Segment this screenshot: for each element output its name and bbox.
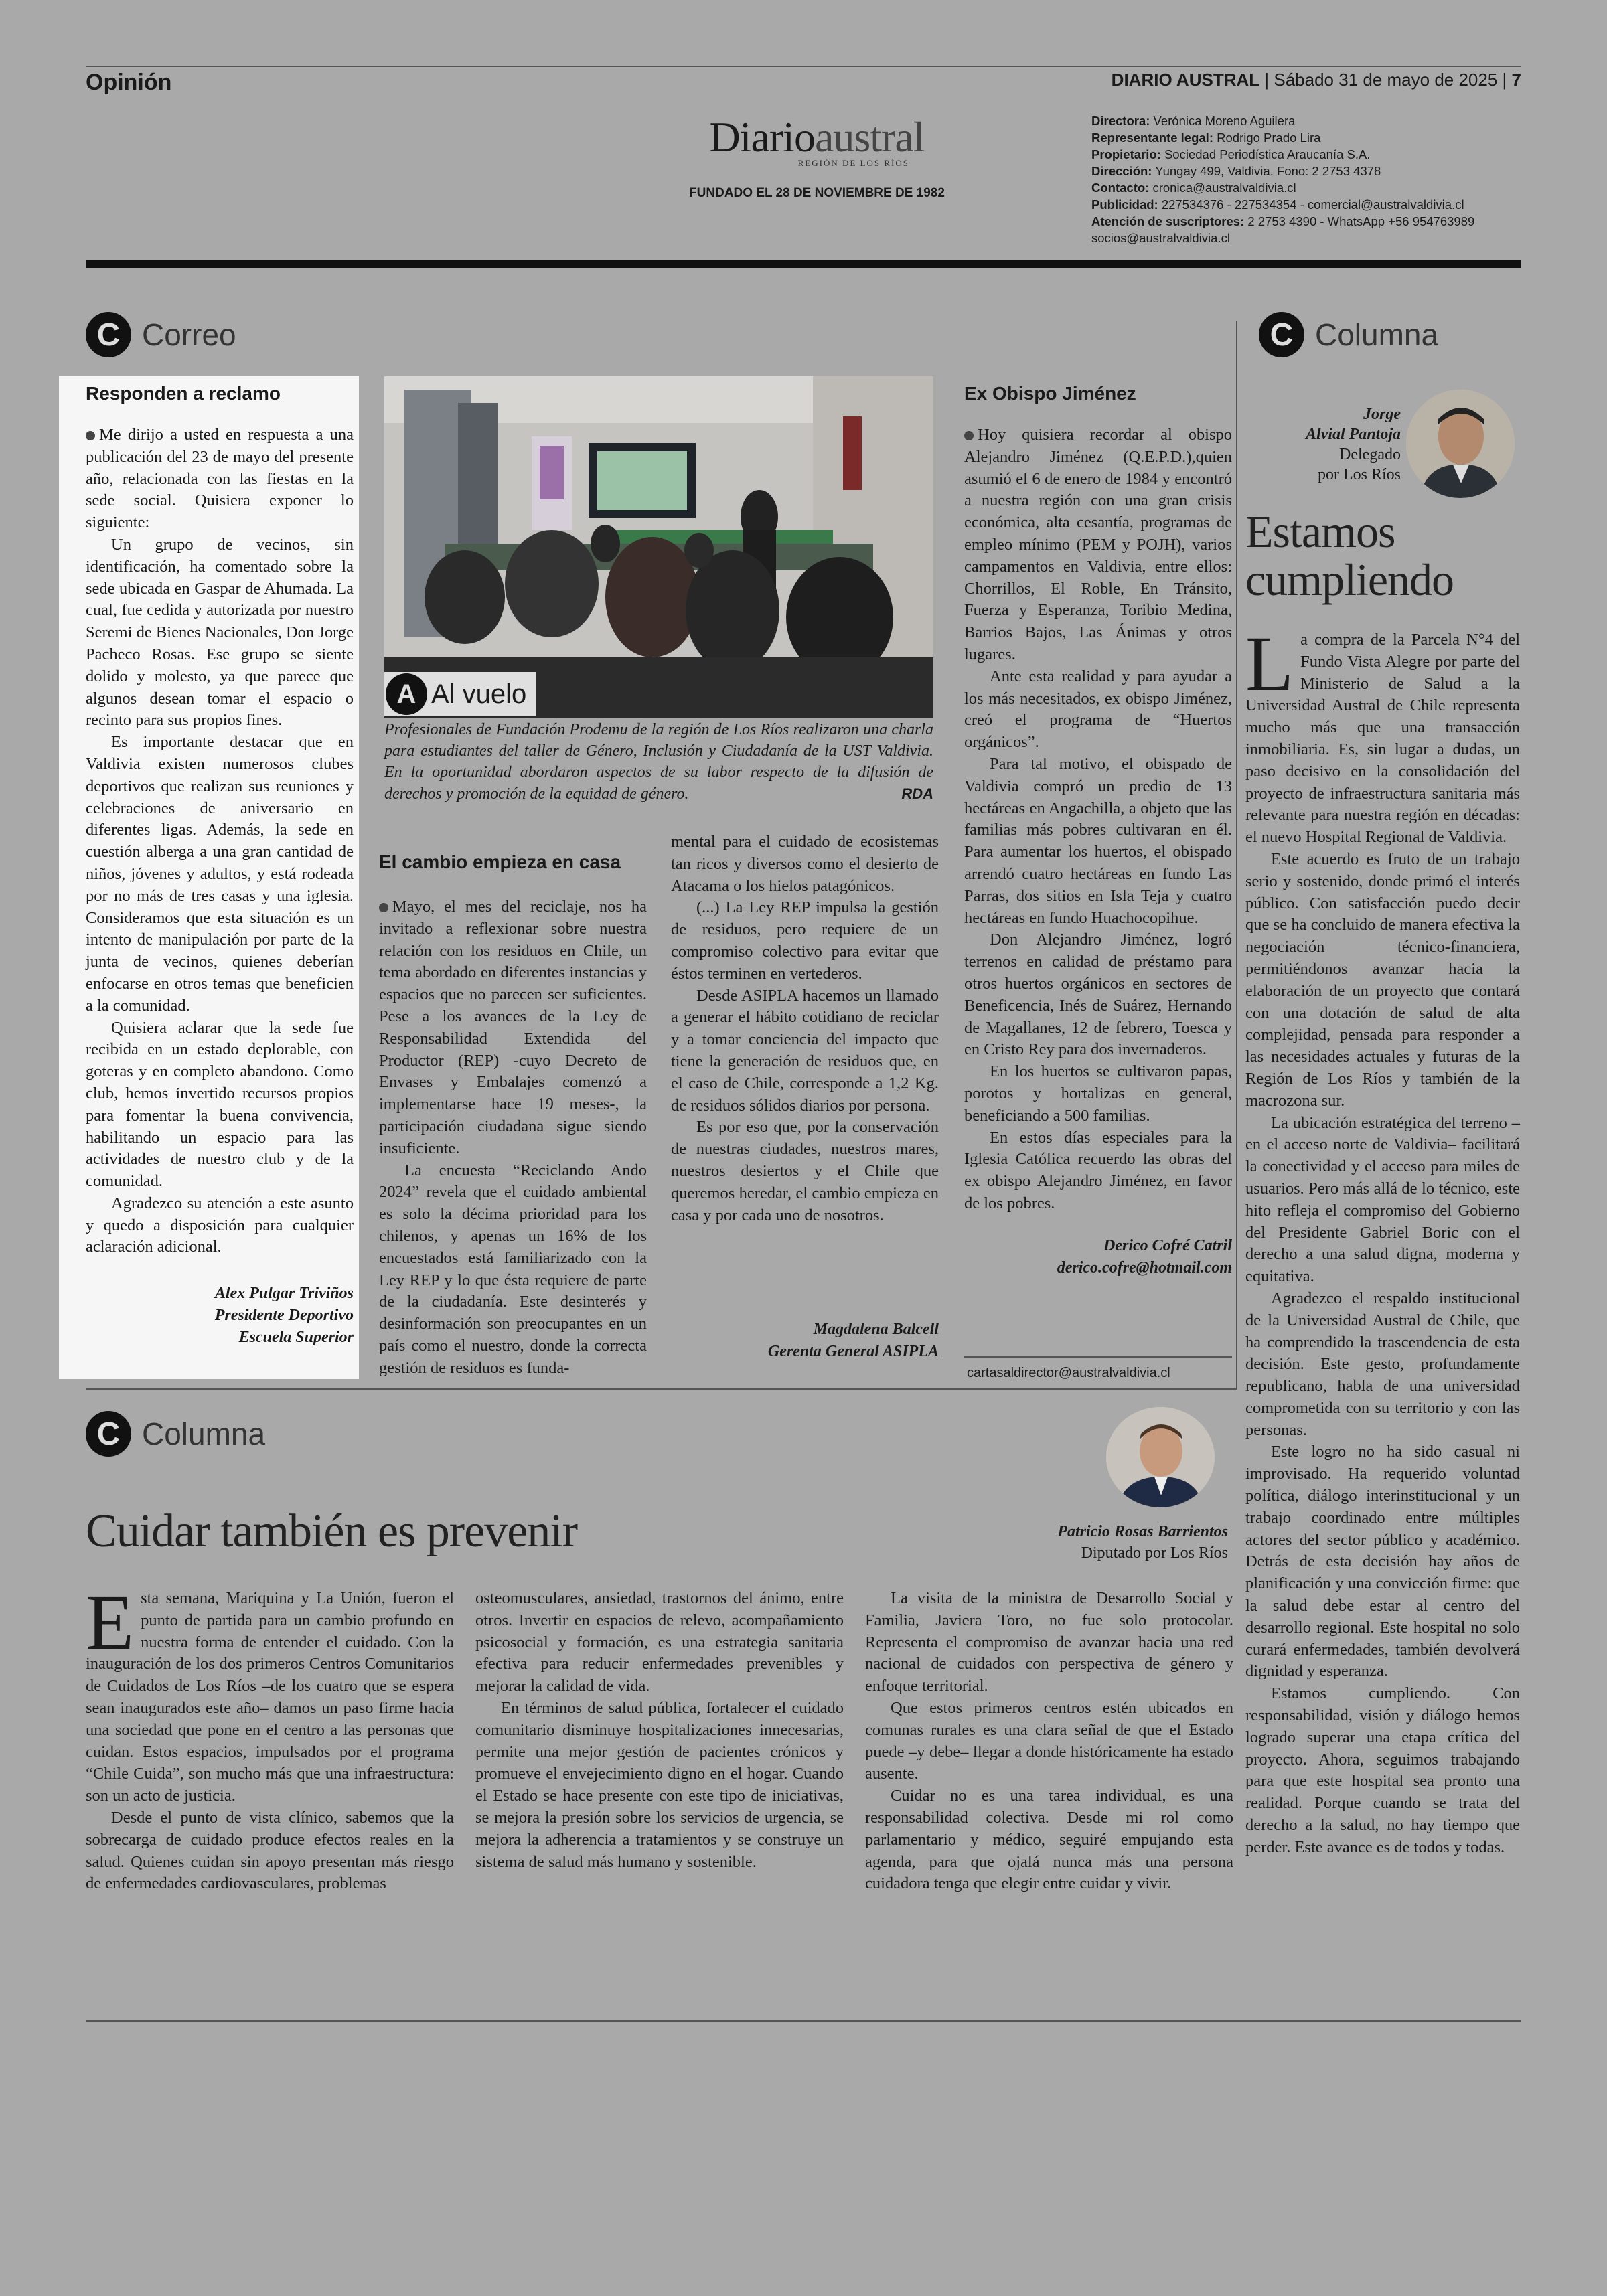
logo-light: austral <box>814 113 925 161</box>
photo-caption: Profesionales de Fundación Prodemu de la región de Los Ríos realizaron una charla para estudiantes del taller de Género, Inclusión y Ciudadanía de la UST Valdivia. En la oportunidad abordaron aspectos de su labor respecto de la difusión de derechos y promoción de la equidad de género. RDA <box>384 719 933 805</box>
letter-title: Ex Obispo Jiménez <box>964 383 1136 404</box>
letter-responden <box>86 383 354 1349</box>
author-avatar <box>1406 390 1515 498</box>
staff-line: Directora: Verónica Moreno Aguilera <box>1091 114 1296 128</box>
staff-line: Publicidad: 227534376 - 227534354 - comercial@australvaldivia.cl <box>1091 197 1464 212</box>
column-body-col2: osteomusculares, ansiedad, trastornos del ánimo, entre otros. Invertir en espacios de relevo, acompañamiento psicosocial y formación, es una estrategia sanitaria efectiva para reducir enfermedades prevenibles y mejorar la calidad de vida. En términos de salud pública, fortalecer el cuidado comunitario disminuye hospitalizaciones innecesarias, permite una mejor gestión de pacientes crónicos y promueve el envejecimiento digno en el hogar. Cuando el Estado se hace presente con este tipo de iniciativas, se mejora la presión sobre los servicios de urgencia, se mejora la adherencia a tratamientos y se construye un sistema de salud más humano y sostenible. <box>475 1589 844 1871</box>
contact-rule <box>964 1356 1232 1358</box>
staff-line: Propietario: Sociedad Periodística Araucanía S.A. <box>1091 147 1371 161</box>
dropcap: L <box>1245 620 1294 708</box>
section-c-icon: C <box>1259 312 1304 357</box>
section-a-icon: A <box>386 673 427 715</box>
top-rule <box>86 66 1521 67</box>
section-c-icon: C <box>86 1411 131 1457</box>
column-body-col3: La visita de la ministra de Desarrollo Social y Familia, Javiera Toro, no fue solo protocolar. Representa el compromiso de avanzar hacia una red nacional de cuidados con perspectiva de género y enfoque territorial. Que estos primeros centros estén ubicados en comunas rurales es una clara señal de que el Estado puede –y debe– llegar a donde históricamente ha estado ausente. Cuidar no es una tarea individual, es una responsabilidad colectiva. Desde mi rol como parlamentario y médico, seguiré empujando esta agenda, para que ojalá nunca más una persona cuidadora tenga que elegir entre cuidar y vivir. <box>865 1589 1233 1893</box>
al-vuelo-badge <box>384 672 536 716</box>
letter-body: Me dirijo a usted en respuesta a una publicación del 23 de mayo del presente año, relacionada con las fiestas en la sede social. Quisiera exponer lo siguiente: Un grupo de vecinos, sin identificación, ha comentado sobre la sede ubicada en Gaspar de Ahumada. La cual, fue cedida y autorizada por nuestro Seremi de Bienes Nacionales, Don Jorge Pacheco Rosas. Ese grupo se siente dolido y molesto, ya que parece que algunos desean tomar el espacio o recinto para sus propios fines. Es importante destacar que en Valdivia existen numerosos clubes deportivos que realizan sus reuniones y celebraciones de aniversario en diferentes ligas. Además, la sede en cuestión alberga a una gran cantidad de niños, jóvenes y adultos, y está rodeada por no más de tres casas y una iglesia. Consideramos que esta situación es un intento de manipulación por parte de la junta de vecinos, quienes deberían enfocarse en otros temas que beneficien a la comunidad. Quisiera aclarar que la sede fue recibida en un estado deplorable, con goteras y en completo abandono. Como club, hemos invertido recursos propios para fomentar la buena convivencia, habilitando un espacio para las actividades de nuestro club y de la comunidad. Agradezco su atención a este asunto y quedo a disposición para cualquier aclaración adicional. <box>86 426 354 1256</box>
columna-bottom-section-head <box>86 1411 265 1457</box>
staff-line: Dirección: Yungay 499, Valdivia. Fono: 2 2753 4378 <box>1091 164 1381 178</box>
logo-bold: Diario <box>709 113 815 161</box>
staff-line: Representante legal: Rodrigo Prado Lira <box>1091 131 1321 145</box>
letter-body-col1: Mayo, el mes del reciclaje, nos ha invitado a reflexionar sobre nuestra relación con los residuos en Chile, un tema abordado en diferentes instancias y espacios que no parecen ser suficientes. Pese a los avances de la Ley de Responsabilidad Extendida del Productor (REP) -cuyo Decreto de Envases y Embalajes comenzó a implementarse hace 19 meses-, la participación ciudadana sigue siendo insuficiente. La encuesta “Reciclando Ando 2024” revela que el cuidado ambiental es solo la décima prioridad para los chilenos, y apenas un 16% de los encuestados está familiarizado con la Ley REP y lo que ésta requiere de parte de la ciudadanía. Este desinterés y desinformación son preocupantes en un país como el nuestro, donde la correcta gestión de residuos es funda- <box>379 898 647 1377</box>
letters-contact-email[interactable]: cartasaldirector@australvaldivia.cl <box>967 1366 1170 1380</box>
column-body: La compra de la Parcela N°4 del Fundo Vista Alegre por parte del Ministerio de Salud a la Universidad Austral de Chile representa mucho más que una transacción inmobiliaria. Es, sin lugar a dudas, un paso decisivo en la consolidación del proyecto de infraestructura sanitaria más relevante para nuestra región en décadas: el nuevo Hospital Regional de Valdivia. Este acuerdo es fruto de un trabajo serio y sostenido, donde primó el interés público. Con satisfacción puedo decir que se ha concluido de manera efectiva la negociación técnico-financiera, permitiéndonos avanzar hacia la elaboración de un proyecto que contará con una dotación de salud de alta complejidad, pensada para responder a las necesidades actuales y futuras de la Región de Los Ríos y también de la macrozona sur. La ubicación estratégica del terreno –en el acceso norte de Valdivia– facilitará la conectividad y el acceso para miles de usuarios. Pero más allá de lo técnico, este hito refleja el compromiso del Gobierno del Presidente Gabriel Boric con el derecho a una salud digna, moderna y equitativa. Agradezco el respaldo institucional de la Universidad Austral de Chile, que ha comprendido la trascendencia de esta decisión. Este gesto, profundamente republicano, habla de una universidad comprometida con su territorio y con las personas. Este logro no ha sido casual ni improvisado. Ha requerido voluntad política, diálogo interinstitucional y un trabajo coordinado entre múltiples actores del sector público y académico. Detrás de esta decisión hay años de planificación y una convicción firme: que la salud debe estar al centro del desarrollo regional. Este hospital no solo curará enfermedades, también devolverá dignidad y esperanza. Estamos cumpliendo. Con responsabilidad, visión y diálogo hemos logrado superar una etapa crítica del proyecto. Ahora, seguimos trabajando para que este hospital sea pronto una realidad. Porque cuando se trata del derecho a la salud, no hay tiempo que perder. Este avance es de todos y todas. <box>1245 620 1520 1856</box>
author-avatar <box>1106 1407 1215 1507</box>
page-number: 7 <box>1511 70 1521 90</box>
correo-section-head <box>86 312 236 357</box>
staff-line: Contacto: cronica@australvaldivia.cl <box>1091 181 1296 195</box>
header-thick-rule <box>86 260 1521 268</box>
column-divider <box>1236 321 1237 1388</box>
bullet-icon <box>964 431 974 440</box>
bullet-icon <box>379 903 388 912</box>
issue-date: Sábado 31 de mayo de 2025 <box>1274 70 1498 90</box>
column-headline: Estamos cumpliendo <box>1245 506 1454 605</box>
classroom-photo-image <box>384 376 933 718</box>
badge-label: Al vuelo <box>431 679 527 709</box>
section-title: Columna <box>142 1416 266 1451</box>
founded-line: FUNDADO EL 28 DE NOVIEMBRE DE 1982 <box>689 186 945 200</box>
letter-body: Hoy quisiera recordar al obispo Alejandro Jiménez (Q.E.P.D.),quien asumió el 6 de enero de 1984 y encontró a nuestra región con una gran crisis económica, alta cesantía, programas de empleo mínimo (PEM y POJH), varios campamentos en Valdivia, entre ellos: Chorrillos, El Roble, En Tránsito, Fuerza y Esperanza, Toribio Medina, Barrios Bajos, Las Ánimas y otros lugares. Ante esta realidad y para ayudar a los más necesitados, ex obispo Jiménez, creó el programa de “Huertos orgánicos”. Para tal motivo, el obispado de Valdivia compró un predio de 13 hectáreas en Angachilla, a objeto que las familias más pobres cultivaran en él. Para aumentar los huertos, el obispado arrendó cuatro hectáreas en fundo Las Parras, dos sitios en Isla Teja y cuatro hectáreas en fundo Huachocopihue. Don Alejandro Jiménez, logró terrenos en calidad de préstamo para otros huertos orgánicos en sectores de Beneficencia, Inés de Suárez, Hernando de Magallanes, 12 de febrero, Toesca y en Cristo Rey para dos invernaderos. En los huertos se cultivaron papas, porotos y hortalizas en general, beneficiando a 500 familias. En estos días especiales para la Iglesia Católica recuerdo las obras del ex obispo Alejandro Jiménez, en favor de los pobres. <box>964 426 1232 1212</box>
staff-line: Atención de suscriptores: 2 2753 4390 - WhatsApp +56 954763989 <box>1091 214 1475 228</box>
letter-obispo <box>964 383 1232 1279</box>
section-divider <box>86 1388 1237 1390</box>
dropcap: E <box>86 1578 135 1666</box>
columna-section-head <box>1259 312 1438 357</box>
letter-signature: Derico Cofré Catril derico.cofre@hotmail.com <box>1057 1236 1232 1277</box>
section-label: Opinión <box>86 70 172 95</box>
bottom-rule <box>86 2020 1521 2022</box>
classroom-photo <box>384 376 933 718</box>
newspaper-logo <box>683 112 951 201</box>
author-byline: Jorge Alvial Pantoja Delegado por Los Ríos <box>1305 406 1401 483</box>
section-c-icon: C <box>86 312 131 357</box>
photo-credit: RDA <box>901 785 933 802</box>
bullet-icon <box>86 431 95 440</box>
author-byline: Patricio Rosas Barrientos Diputado por Los Ríos <box>1057 1523 1228 1562</box>
letter-title: El cambio empieza en casa <box>379 851 621 872</box>
letter-signature: Alex Pulgar Triviños Presidente Deportivo Escuela Superior <box>214 1285 354 1347</box>
letter-title: Responden a reclamo <box>86 383 281 404</box>
author-photo <box>1406 390 1515 498</box>
letter-signature: Magdalena Balcell Gerenta General ASIPLA <box>767 1321 939 1360</box>
newspaper-name: DIARIO AUSTRAL <box>1111 70 1260 90</box>
column-headline: Cuidar también es prevenir <box>86 1505 578 1557</box>
staff-box <box>1091 112 1474 246</box>
staff-line: socios@australvaldivia.cl <box>1091 231 1230 245</box>
section-title: Columna <box>1315 317 1439 352</box>
masthead-dateline: DIARIO AUSTRAL | Sábado 31 de mayo de 2025 | 7 <box>1111 70 1521 90</box>
author-photo <box>1106 1407 1215 1507</box>
section-title: Correo <box>142 317 236 352</box>
letter-body-col2: mental para el cuidado de ecosistemas tan ricos y diversos como el desierto de Atacama o los hielos patagónicos. (...) La Ley REP impulsa la gestión de residuos, pero requiere de un compromiso colectivo para evitar que éstos terminen en vertederos. Desde ASIPLA hacemos un llamado a generar el hábito cotidiano de reciclar y a tomar conciencia del impacto que tiene la generación de residuos que, en el caso de Chile, corresponde a 1,2 Kg. de residuos sólidos diarios por persona. Es por eso que, por la conservación de nuestras ciudades, nuestros mares, nuestros desiertos y el Chile que queremos heredar, el cambio empieza en casa y por cada uno de nosotros. <box>671 833 939 1224</box>
column-body-col1: Esta semana, Mariquina y La Unión, fueron el punto de partida para un cambio profundo en nuestra forma de entender el cuidado. Con la inauguración de los dos primeros Centros Comunitarios de Cuidados de Los Ríos –de los cuatro que se espera sean inaugurados este año– damos un paso firme hacia una sociedad que pone en el centro a las personas que cuidan. Estos espacios, impulsados por el programa “Chile Cuida”, son mucho más que una infraestructura: son un acto de justicia. Desde el punto de vista clínico, sabemos que la sobrecarga de cuidado produce efectos reales en la salud. Quienes cuidan sin apoyo presentan más riesgo de enfermedades cardiovasculares, problemas <box>86 1578 454 1893</box>
logo-region: REGIÓN DE LOS RÍOS <box>797 158 909 168</box>
